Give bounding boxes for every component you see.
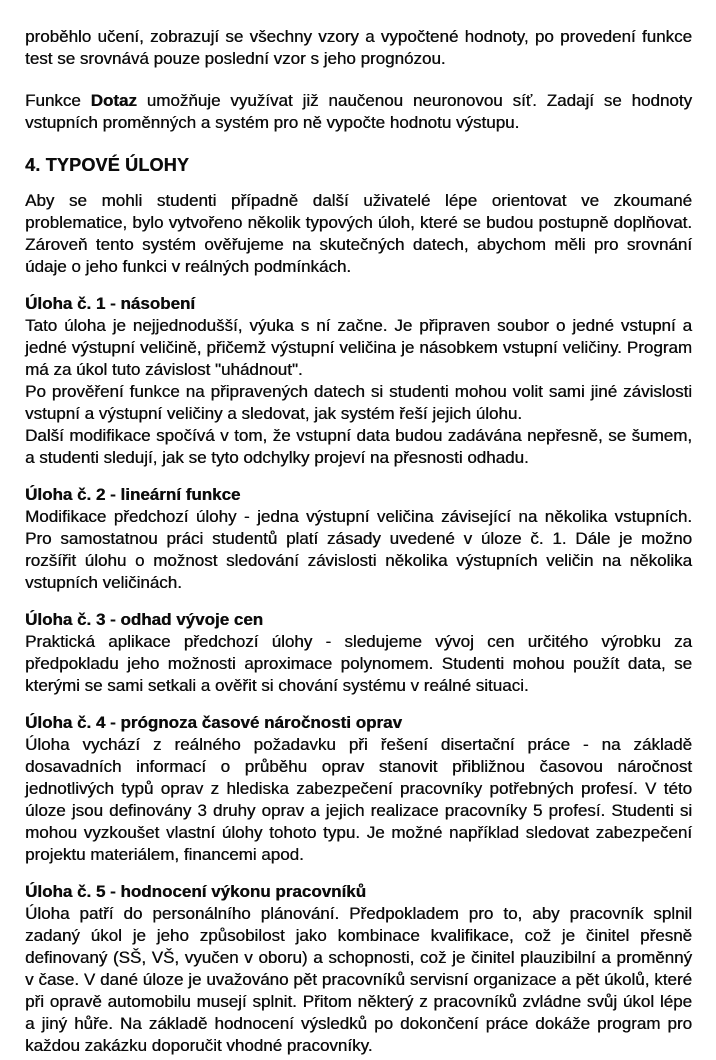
paragraph-text-prefix: Funkce xyxy=(25,91,91,110)
task-1-title: Úloha č. 1 - násobení xyxy=(25,294,196,313)
task-4-title: Úloha č. 4 - prógnoza časové náročnosti oprav xyxy=(25,713,402,732)
dotaz-term: Dotaz xyxy=(90,91,137,110)
paragraph-text-suffix: umožňuje využívat již naučenou neuronovou síť. Zadají se hodnoty vstupních proměnných a systém pro ně vypočte hodnotu výstupu. xyxy=(25,91,692,132)
paragraph-learning-continued: proběhlo učení, zobrazují se všechny vzory a vypočtené hodnoty, po provedení funkce test se srovnává pouze poslední vzor s jeho prognózou. xyxy=(25,27,692,68)
task-3-title: Úloha č. 3 - odhad vývoje cen xyxy=(25,610,264,629)
task-1-paragraph-1: Tato úloha je nejjednodušší, výuka s ní začne. Je připraven soubor o jedné vstupní a jedné výstupní veličině, přičemž výstupní veličina je násobkem vstupní veličiny. Program má za úkol tuto závislost "uhádnout". xyxy=(25,316,692,379)
task-5-title: Úloha č. 5 - hodnocení výkonu pracovníků xyxy=(25,882,367,901)
section-heading-typove-ulohy: 4. TYPOVÉ ÚLOHY xyxy=(25,155,190,175)
task-section-3 xyxy=(25,609,692,697)
section-intro-paragraph: Aby se mohli studenti případně další uživatelé lépe orientovat ve zkoumané problematice, bylo vytvořeno několik typových úloh, které se budou postupně doplňovat. Zároveň tento systém ověřujeme na skutečných datech, abychom měli pro srovnání údaje o jeho funkci v reálných podmínkách. xyxy=(25,191,692,276)
task-3-paragraph-1: Praktická aplikace předchozí úlohy - sledujeme vývoj cen určitého výrobku za předpokladu jeho možnosti aproximace polynomem. Studenti mohou použít data, se kterými se sami setkali a ověřit si chování systému v reálné situaci. xyxy=(25,632,692,695)
task-1-paragraph-3: Další modifikace spočívá v tom, že vstupní data budou zadávána nepřesně, se šumem, a studenti sledují, jak se tyto odchylky projeví na přesnosti odhadu. xyxy=(25,426,692,467)
task-section-1 xyxy=(25,293,692,469)
task-4-paragraph-1: Úloha vychází z reálného požadavku při řešení disertační práce - na základě dosavadních informací o průběhu oprav stanovit přibližnou časovou náročnost jednotlivých typů oprav z hlediska zabezpečení pracovníky potřebných profesí. V této úloze jsou definovány 3 druhy oprav a jejich realizace pracovníky 5 profesí. Studenti si mohou vyzkoušet vlastní úlohy tohoto typu. Je možné například sledovat zabezpečení projektu materiálem, financemi apod. xyxy=(25,735,692,864)
task-section-2 xyxy=(25,484,692,594)
task-2-title: Úloha č. 2 - lineární funkce xyxy=(25,485,241,504)
task-2-paragraph-1: Modifikace předchozí úlohy - jedna výstupní veličina závisející na několika vstupních. Pro samostatnou práci studentů platí zásady uvedené v úloze č. 1. Dále je možno rozšířit úlohu o možnost sledování závislosti několika výstupních veličin na několika vstupních veličinách. xyxy=(25,507,692,592)
task-1-paragraph-2: Po prověření funkce na připravených datech si studenti mohou volit sami jiné závislosti vstupní a výstupní veličiny a sledovat, jak systém řeší jejich úlohu. xyxy=(25,382,692,423)
task-section-5 xyxy=(25,881,692,1057)
paragraph-dotaz-function xyxy=(25,90,692,134)
task-section-4 xyxy=(25,712,692,866)
task-5-paragraph-1: Úloha patří do personálního plánování. Předpokladem pro to, aby pracovník splnil zadaný úkol je jeho způsobilost jako kombinace kvalifikace, což je činitel přesně definovaný (SŠ, VŠ, vyučen v oboru) a schopnosti, což je činitel plauzibilní a proměnný v čase. V dané úloze je uvažováno pět pracovníků servisní organizace a pět úkolů, které při opravě automobilu musejí splnit. Přitom některý z pracovníků zvládne svůj úkol lépe a jiný hůře. Na základě hodnocení výsledků po dokončení práce dokáže program pro každou zakázku doporučit vhodné pracovníky. xyxy=(25,904,692,1055)
